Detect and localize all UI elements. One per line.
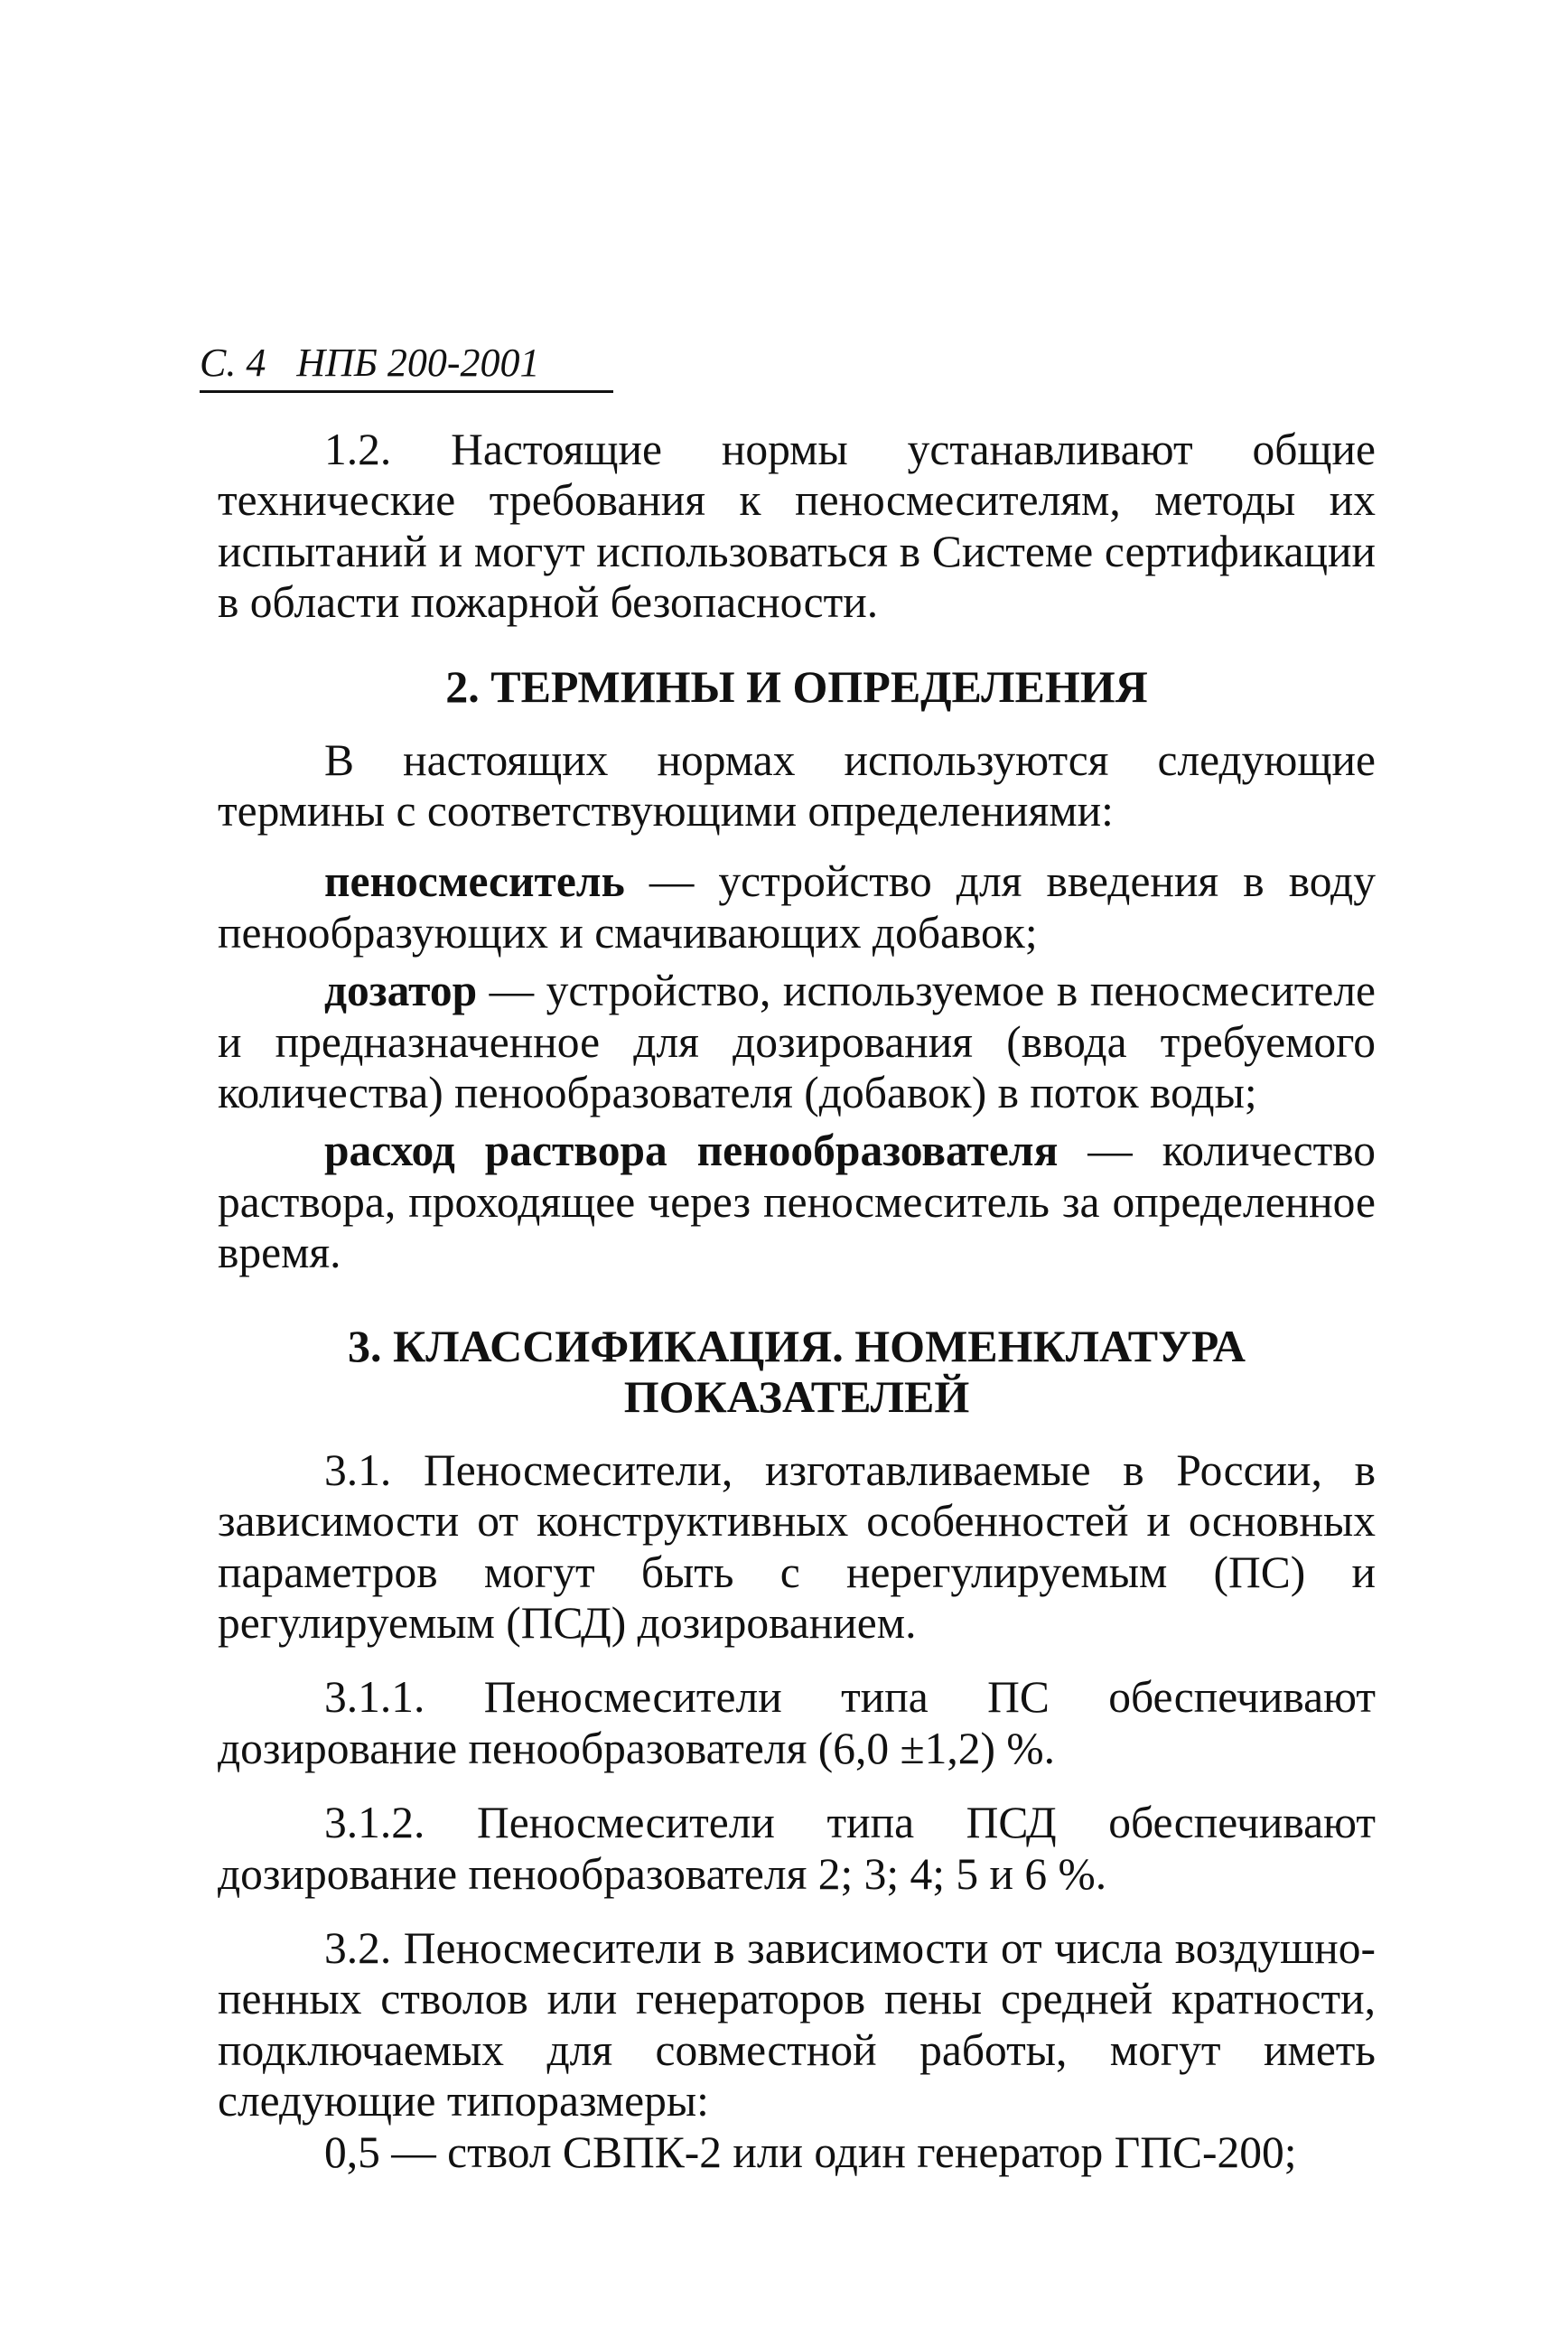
term-text: — устройство для введения в воду пенообразующих и смачивающих добавок;	[218, 856, 1376, 958]
page-header	[200, 338, 613, 393]
paragraph-3-1-1: 3.1.1. Пеносмесители типа ПС обеспечивают дозирование пенообразователя (6,0 ±1,2) %.	[218, 1672, 1376, 1773]
term-text: — количество раствора, проходящее через пеносмеситель за определенное время.	[218, 1126, 1377, 1278]
term-definition-raskhod	[218, 1126, 1376, 1278]
section-3-title-line-2: ПОКАЗАТЕЛЕЙ	[623, 1370, 970, 1422]
term-text: — устройство, используемое в пеносмесителе и предназначенное для дозирования (ввода требуемого количества) пенообразователя (добавок) в поток воды;	[218, 966, 1376, 1118]
paragraph-3-1: 3.1. Пеносмесители, изготавливаемые в России, в зависимости от конструктивных особенностей и основных параметров могут быть с нерегулируемым (ПС) и регулируемым (ПСД) дозированием.	[218, 1444, 1376, 1648]
term-name: пеносмеситель	[324, 856, 625, 907]
term-name: расход раствора пенообразователя	[324, 1126, 1059, 1176]
document-body	[218, 425, 1376, 2178]
paragraph-3-1-2: 3.1.2. Пеносмесители типа ПСД обеспечивают дозирование пенообразователя 2; 3; 4; 5 и 6 %.	[218, 1798, 1376, 1899]
section-3-title-line-1: 3. КЛАССИФИКАЦИЯ. НОМЕНКЛАТУРА	[347, 1320, 1246, 1371]
section-2-intro: В настоящих нормах используются следующие термины с соответствующими определениями:	[218, 734, 1376, 837]
size-0-5-line: 0,5 — ствол СВПК-2 или один генератор ГПС-200;	[324, 2126, 1297, 2177]
paragraph-3-2: 3.2. Пеносмесители в зависимости от числа воздушно-пенных стволов или генераторов пены средней кратности, подключаемых для совместной работы, могут иметь следующие типоразмеры:	[218, 1922, 1376, 2126]
term-definition-dozator	[218, 966, 1376, 1118]
document-code: НПБ 200-2001	[296, 341, 540, 385]
term-definition-penosmesitel	[218, 856, 1376, 958]
section-3-title	[218, 1321, 1376, 1422]
paragraph-1-2: 1.2. Настоящие нормы устанавливают общие технические требования к пеносмесителям, методы их испытаний и могут использоваться в Системе сертификации в области пожарной безопасности.	[218, 425, 1376, 628]
page-number: С. 4	[200, 341, 266, 385]
section-2-title: 2. ТЕРМИНЫ И ОПРЕДЕЛЕНИЯ	[445, 660, 1148, 712]
term-name: дозатор	[324, 966, 478, 1016]
